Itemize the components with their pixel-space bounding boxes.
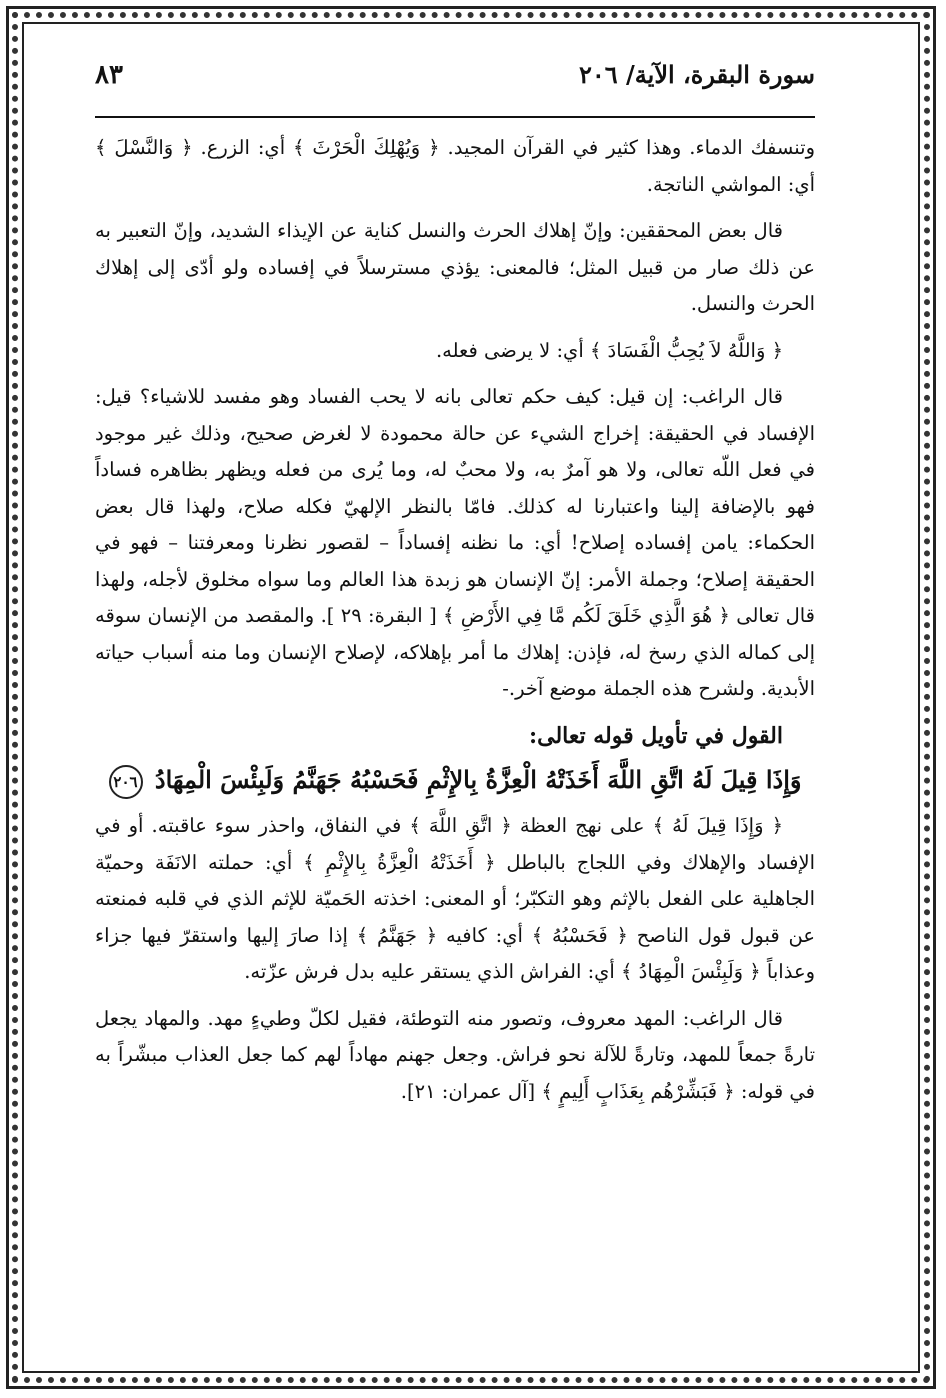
paragraph-continuation: وتنسفك الدماء. وهذا كثير في القرآن المجيد. ﴿ وَيُهْلِكَ الْحَرْثَ ﴾ أي: الزرع. ﴿ وَالنَّسْلَ ﴾ أي: المواشي الناتجة. (95, 136, 815, 196)
paragraph-commentary: ﴿ وَإِذَا قِيلَ لَهُ ﴾ على نهج العظة ﴿ اتَّقِ اللَّهَ ﴾ في النفاق، واحذر سوء عاقبته. أو في الإفساد والإهلاك وفي اللجاج بالباطل ﴿ أَخَذَتْهُ الْعِزَّةُ بِالإِثْمِ ﴾ أي: حملته الانَفَة وحميّة الجاهلية على الفعل بالإثم وهو التكبّر؛ أو المعنى: اخذته الحَميّة للإثم الذي في قلبه فمنعته عن قبول قول الناصح ﴿ فَحَسْبُهُ ﴾ أي: كافيه ﴿ جَهَنَّمُ ﴾ إذا صارَ إليها واستقرّ فيها جزاء وعذاباً ﴿ وَلَبِئْسَ الْمِهَادُ ﴾ أي: الفراش الذي يستقر عليه بدل فرش عزّته. (95, 814, 815, 983)
verse-text: وَإِذَا قِيلَ لَهُ اتَّقِ اللَّهَ أَخَذَتْهُ الْعِزَّةُ بِالإِثْمِ فَحَسْبُهُ جَهَنَّمُ وَلَبِئْسَ الْمِهَادُ (154, 765, 802, 794)
section-heading: القول في تأويل قوله تعالى: (529, 722, 783, 749)
running-title: سورة البقرة، الآية/ ٢٠٦ (578, 60, 815, 89)
page-body (95, 130, 815, 1110)
quran-verse (95, 760, 815, 800)
book-page (95, 60, 815, 1120)
page-number: ٨٣ (95, 60, 123, 90)
paragraph-raghib-mahd: قال الراغب: المهد معروف، وتصور منه التوطئة، فقيل لكلّ وطيءٍ مهد. والمهاد يجعل تارةً جمعاً للمهد، وتارةً للآلة نحو فراش. وجعل جهنم مهاداً لهم كما جعل العذاب مبشّراً به في قوله: ﴿ فَبَشِّرْهُم بِعَذَابٍ أَلِيمٍ ﴾ [آل عمران: ٢١]. (95, 1006, 815, 1103)
verse-number-badge: ٢٠٦ (109, 765, 143, 799)
paragraph-fasad: ﴿ وَاللَّهُ لاَ يُحِبُّ الْفَسَادَ ﴾ أي: لا يرضى فعله. (435, 338, 783, 362)
running-header (95, 60, 815, 118)
paragraph-raghib-fasad: قال الراغب: إن قيل: كيف حكم تعالى بانه لا يحب الفساد وهو مفسد للاشياء؟ قيل: الإفساد في الحقيقة: إخراج الشيء عن حالة محمودة لا لغرض صحيح، وذلك غير موجود في فعل اللّه تعالى، ولا هو آمرٌ به، ولا محبٌ له، وما يُرى من فعله ويظهر بظاهره فساداً فهو بالإضافة إلينا واعتبارنا له كذلك. فامّا بالنظر الإلهيّ فكله صلاح، ولهذا قال بعض الحكماء: يامن إفساده إصلاح! أي: ما نظنه إفساداً – لقصور نظرنا ومعرفتنا – فهو في الحقيقة إصلاح؛ وجملة الأمر: إنّ الإنسان هو زبدة هذا العالم وما سواه مخلوق لأجله، ولهذا قال تعالى ﴿ هُوَ الَّذِي خَلَقَ لَكُم مَّا فِي الأَرْضِ ﴾ [ البقرة: ٢٩ ]. والمقصد من الإنسان سوقه إلى كماله الذي رسخ له، فإذن: إهلاك ما أمر بإهلاكه، لإصلاح الإنسان وما منه أسباب حياته الأبدية. ولشرح هذه الجملة موضع آخر.- (95, 385, 815, 700)
paragraph-muhaqqiqin: قال بعض المحققين: وإنّ إهلاك الحرث والنسل كناية عن الإيذاء الشديد، وإنّ التعبير به عن ذلك صار من قبيل المثل؛ فالمعنى: يؤذي مسترسلاً في إفساده ولو أدّى إلى إهلاك الحرث والنسل. (95, 219, 815, 315)
